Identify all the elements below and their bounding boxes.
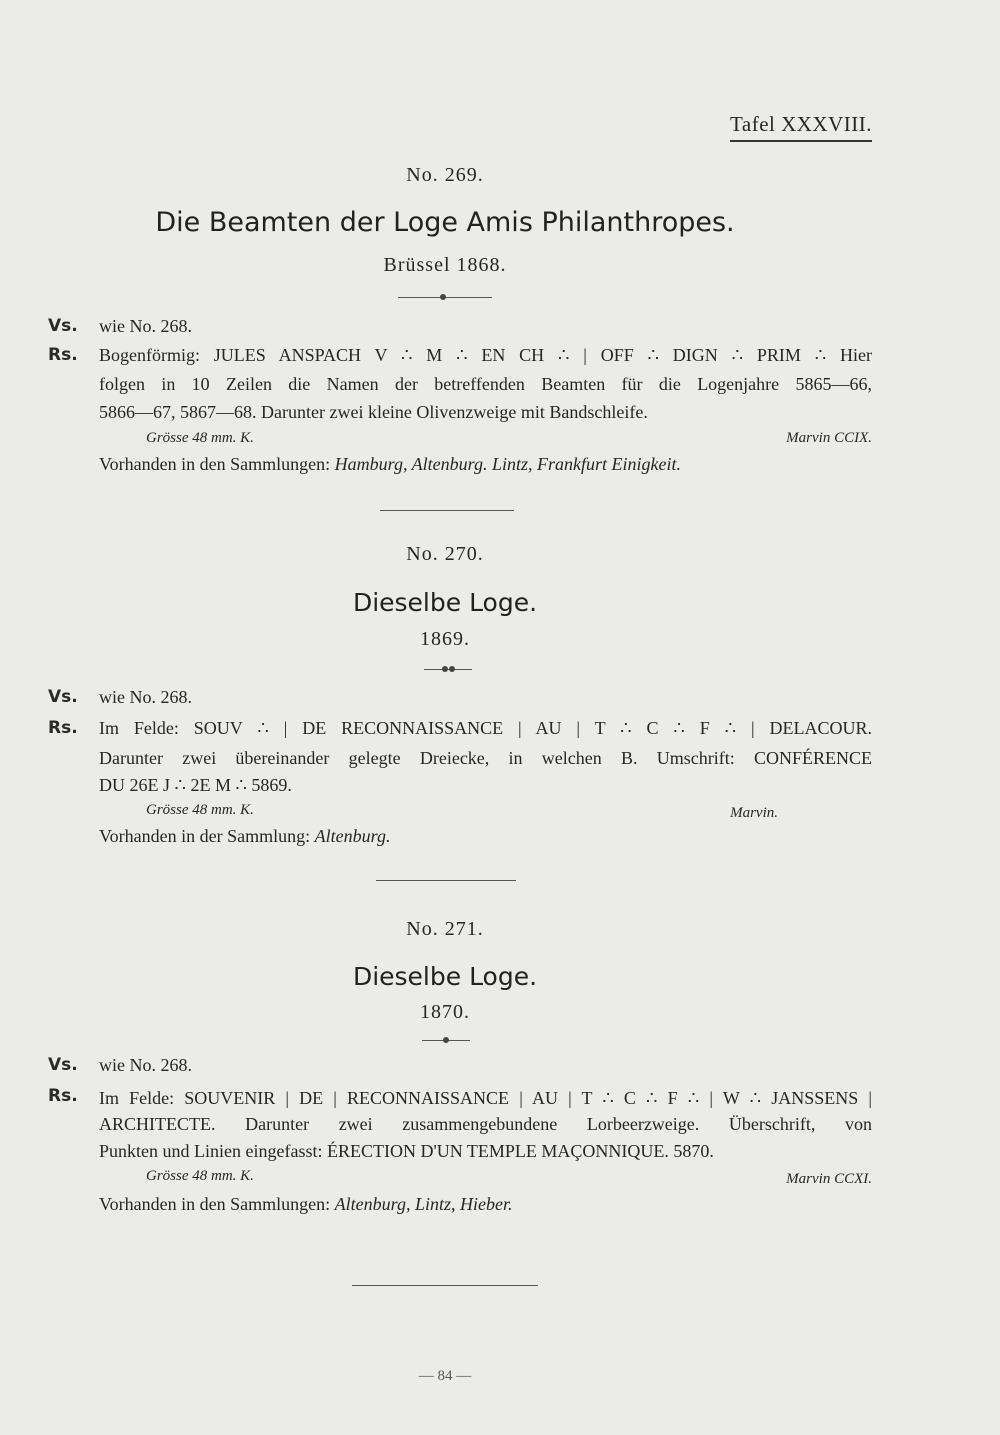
obverse-text: wie No. 268. (99, 1055, 192, 1075)
reverse-text-line: Darunter zwei übereinander gelegte Dreiecke, in welchen B. Umschrift: CONFÉRENCE (99, 748, 872, 768)
reverse-text-line: DU 26E J ∴ 2E M ∴ 5869. (99, 775, 292, 795)
reverse-text-line: Punkten und Linien eingefasst: ÉRECTION D'UN TEMPLE MAÇONNIQUE. 5870. (99, 1141, 714, 1161)
reverse-text-line: Im Felde: SOUV ∴ | DE RECONNAISSANCE | AU | T ∴ C ∴ F ∴ | DELACOUR. (99, 718, 872, 738)
reverse-text-line: Im Felde: SOUVENIR | DE | RECONNAISSANCE | AU | T ∴ C ∴ F ∴ | W ∴ JANSSENS | (99, 1088, 872, 1108)
collections-label: Vorhanden in den Sammlungen: (99, 1194, 331, 1214)
entry-place-date: 1869. (420, 628, 470, 650)
entry-number: No. 271. (406, 918, 484, 940)
collections-line (99, 826, 390, 847)
reverse-label: Rs. (48, 1086, 78, 1106)
size-note: Grösse 48 mm. K. (146, 802, 254, 818)
obverse-text: wie No. 268. (99, 687, 192, 707)
reverse-label: Rs. (48, 718, 78, 738)
entry-place-date: Brüssel 1868. (383, 254, 507, 276)
entry-place-date: 1870. (420, 1001, 470, 1023)
reverse-text-line: folgen in 10 Zeilen die Namen der betreffenden Beamten für die Logenjahre 5865—66, (99, 374, 872, 394)
section-separator (352, 1285, 538, 1286)
entry-title: Dieselbe Loge. (352, 962, 538, 991)
ornament-divider (422, 1034, 470, 1046)
entry-number: No. 270. (406, 543, 484, 565)
catalog-reference: Marvin. (730, 805, 778, 821)
ornament-divider (398, 291, 492, 303)
size-note: Grösse 48 mm. K. (146, 1168, 254, 1184)
ornament-divider (424, 663, 472, 675)
catalog-reference: Marvin CCXI. (786, 1171, 872, 1187)
size-note: Grösse 48 mm. K. (146, 430, 254, 446)
entry-number: No. 269. (406, 164, 484, 186)
obverse-text: wie No. 268. (99, 316, 192, 336)
plate-number: Tafel XXXVIII. (730, 112, 872, 142)
entry-title: Die Beamten der Loge Amis Philanthropes. (155, 207, 735, 238)
obverse-label: Vs. (48, 687, 78, 707)
collections-line (99, 1194, 512, 1215)
obverse-label: Vs. (48, 316, 78, 336)
reverse-label: Rs. (48, 345, 78, 365)
collections-list: Hamburg, Altenburg. Lintz, Frankfurt Einigkeit. (334, 454, 681, 474)
obverse-label: Vs. (48, 1055, 78, 1075)
collections-label: Vorhanden in der Sammlung: (99, 826, 311, 846)
section-separator (380, 510, 514, 511)
entry-title: Dieselbe Loge. (352, 588, 538, 617)
page-number: — 84 — (418, 1368, 472, 1384)
collections-list: Altenburg, Lintz, Hieber. (334, 1194, 513, 1214)
collections-line (99, 454, 681, 475)
collections-list: Altenburg. (314, 826, 391, 846)
reverse-text-line: ARCHITECTE. Darunter zwei zusammengebundene Lorbeerzweige. Überschrift, von (99, 1114, 872, 1134)
catalog-reference: Marvin CCIX. (786, 430, 872, 446)
section-separator (376, 880, 516, 881)
reverse-text-line: 5866—67, 5867—68. Darunter zwei kleine Olivenzweige mit Bandschleife. (99, 402, 648, 422)
collections-label: Vorhanden in den Sammlungen: (99, 454, 331, 474)
reverse-text-line: Bogenförmig: JULES ANSPACH V ∴ M ∴ EN CH ∴ | OFF ∴ DIGN ∴ PRIM ∴ Hier (99, 345, 872, 365)
